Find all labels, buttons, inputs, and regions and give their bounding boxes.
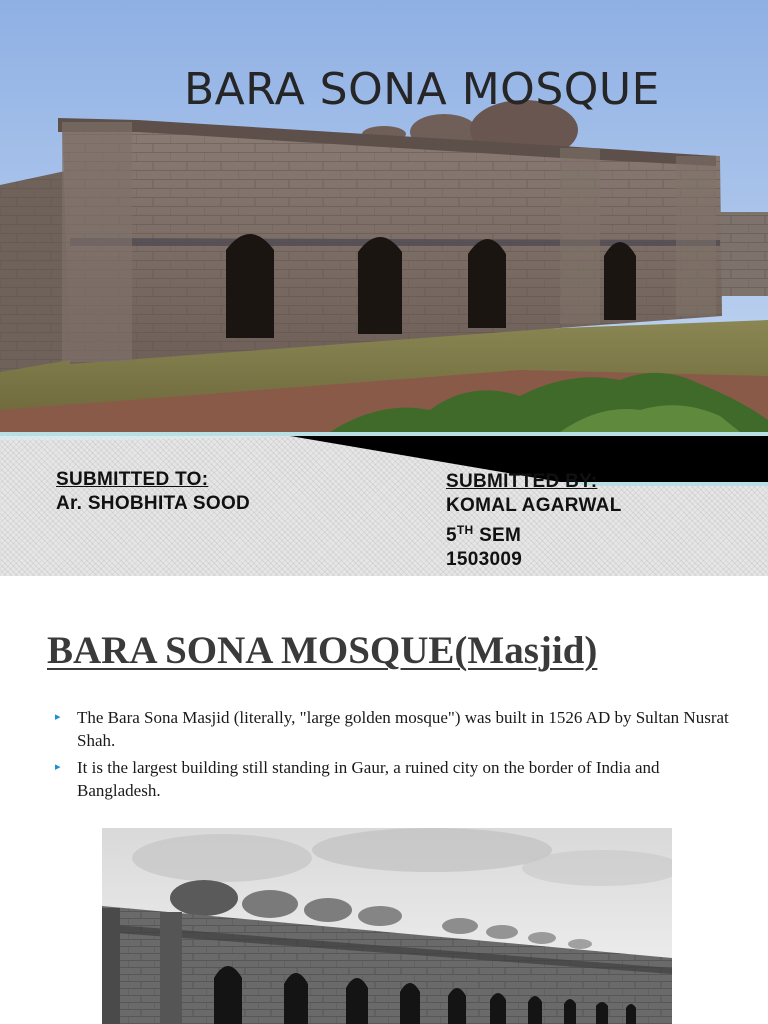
presentation-title: BARA SONA MOSQUE xyxy=(184,64,660,115)
bullet-text: It is the largest building still standing in Gaur, a ruined city on the border of India and Bangladesh. xyxy=(77,758,660,800)
list-item xyxy=(55,706,735,752)
bullet-arrow-icon: ▸ xyxy=(55,761,61,773)
list-item xyxy=(55,756,735,802)
submitted-to-label: SUBMITTED TO: xyxy=(56,469,209,490)
semester-suffix: TH xyxy=(456,523,474,537)
black-and-white-mosque-photo xyxy=(102,828,672,1024)
bullet-text: The Bara Sona Masjid (literally, "large golden mosque") was built in 1526 AD by Sultan Nusrat Shah. xyxy=(77,708,729,750)
bullet-list xyxy=(55,706,735,806)
content-slide xyxy=(0,576,768,1024)
submitted-by-label: SUBMITTED BY: xyxy=(446,471,598,492)
semester-number: 5 xyxy=(446,525,457,546)
bullet-arrow-icon: ▸ xyxy=(55,711,61,723)
teacher-name: Ar. SHOBHITA SOOD xyxy=(56,493,251,514)
semester xyxy=(446,518,622,548)
submitted-by-block xyxy=(446,470,622,572)
roll-number: 1503009 xyxy=(446,549,523,570)
slide-title: BARA SONA MOSQUE(Masjid) xyxy=(47,629,598,672)
student-name: KOMAL AGARWAL xyxy=(446,495,622,516)
semester-word: SEM xyxy=(479,525,522,546)
submitted-to-block xyxy=(56,468,250,516)
